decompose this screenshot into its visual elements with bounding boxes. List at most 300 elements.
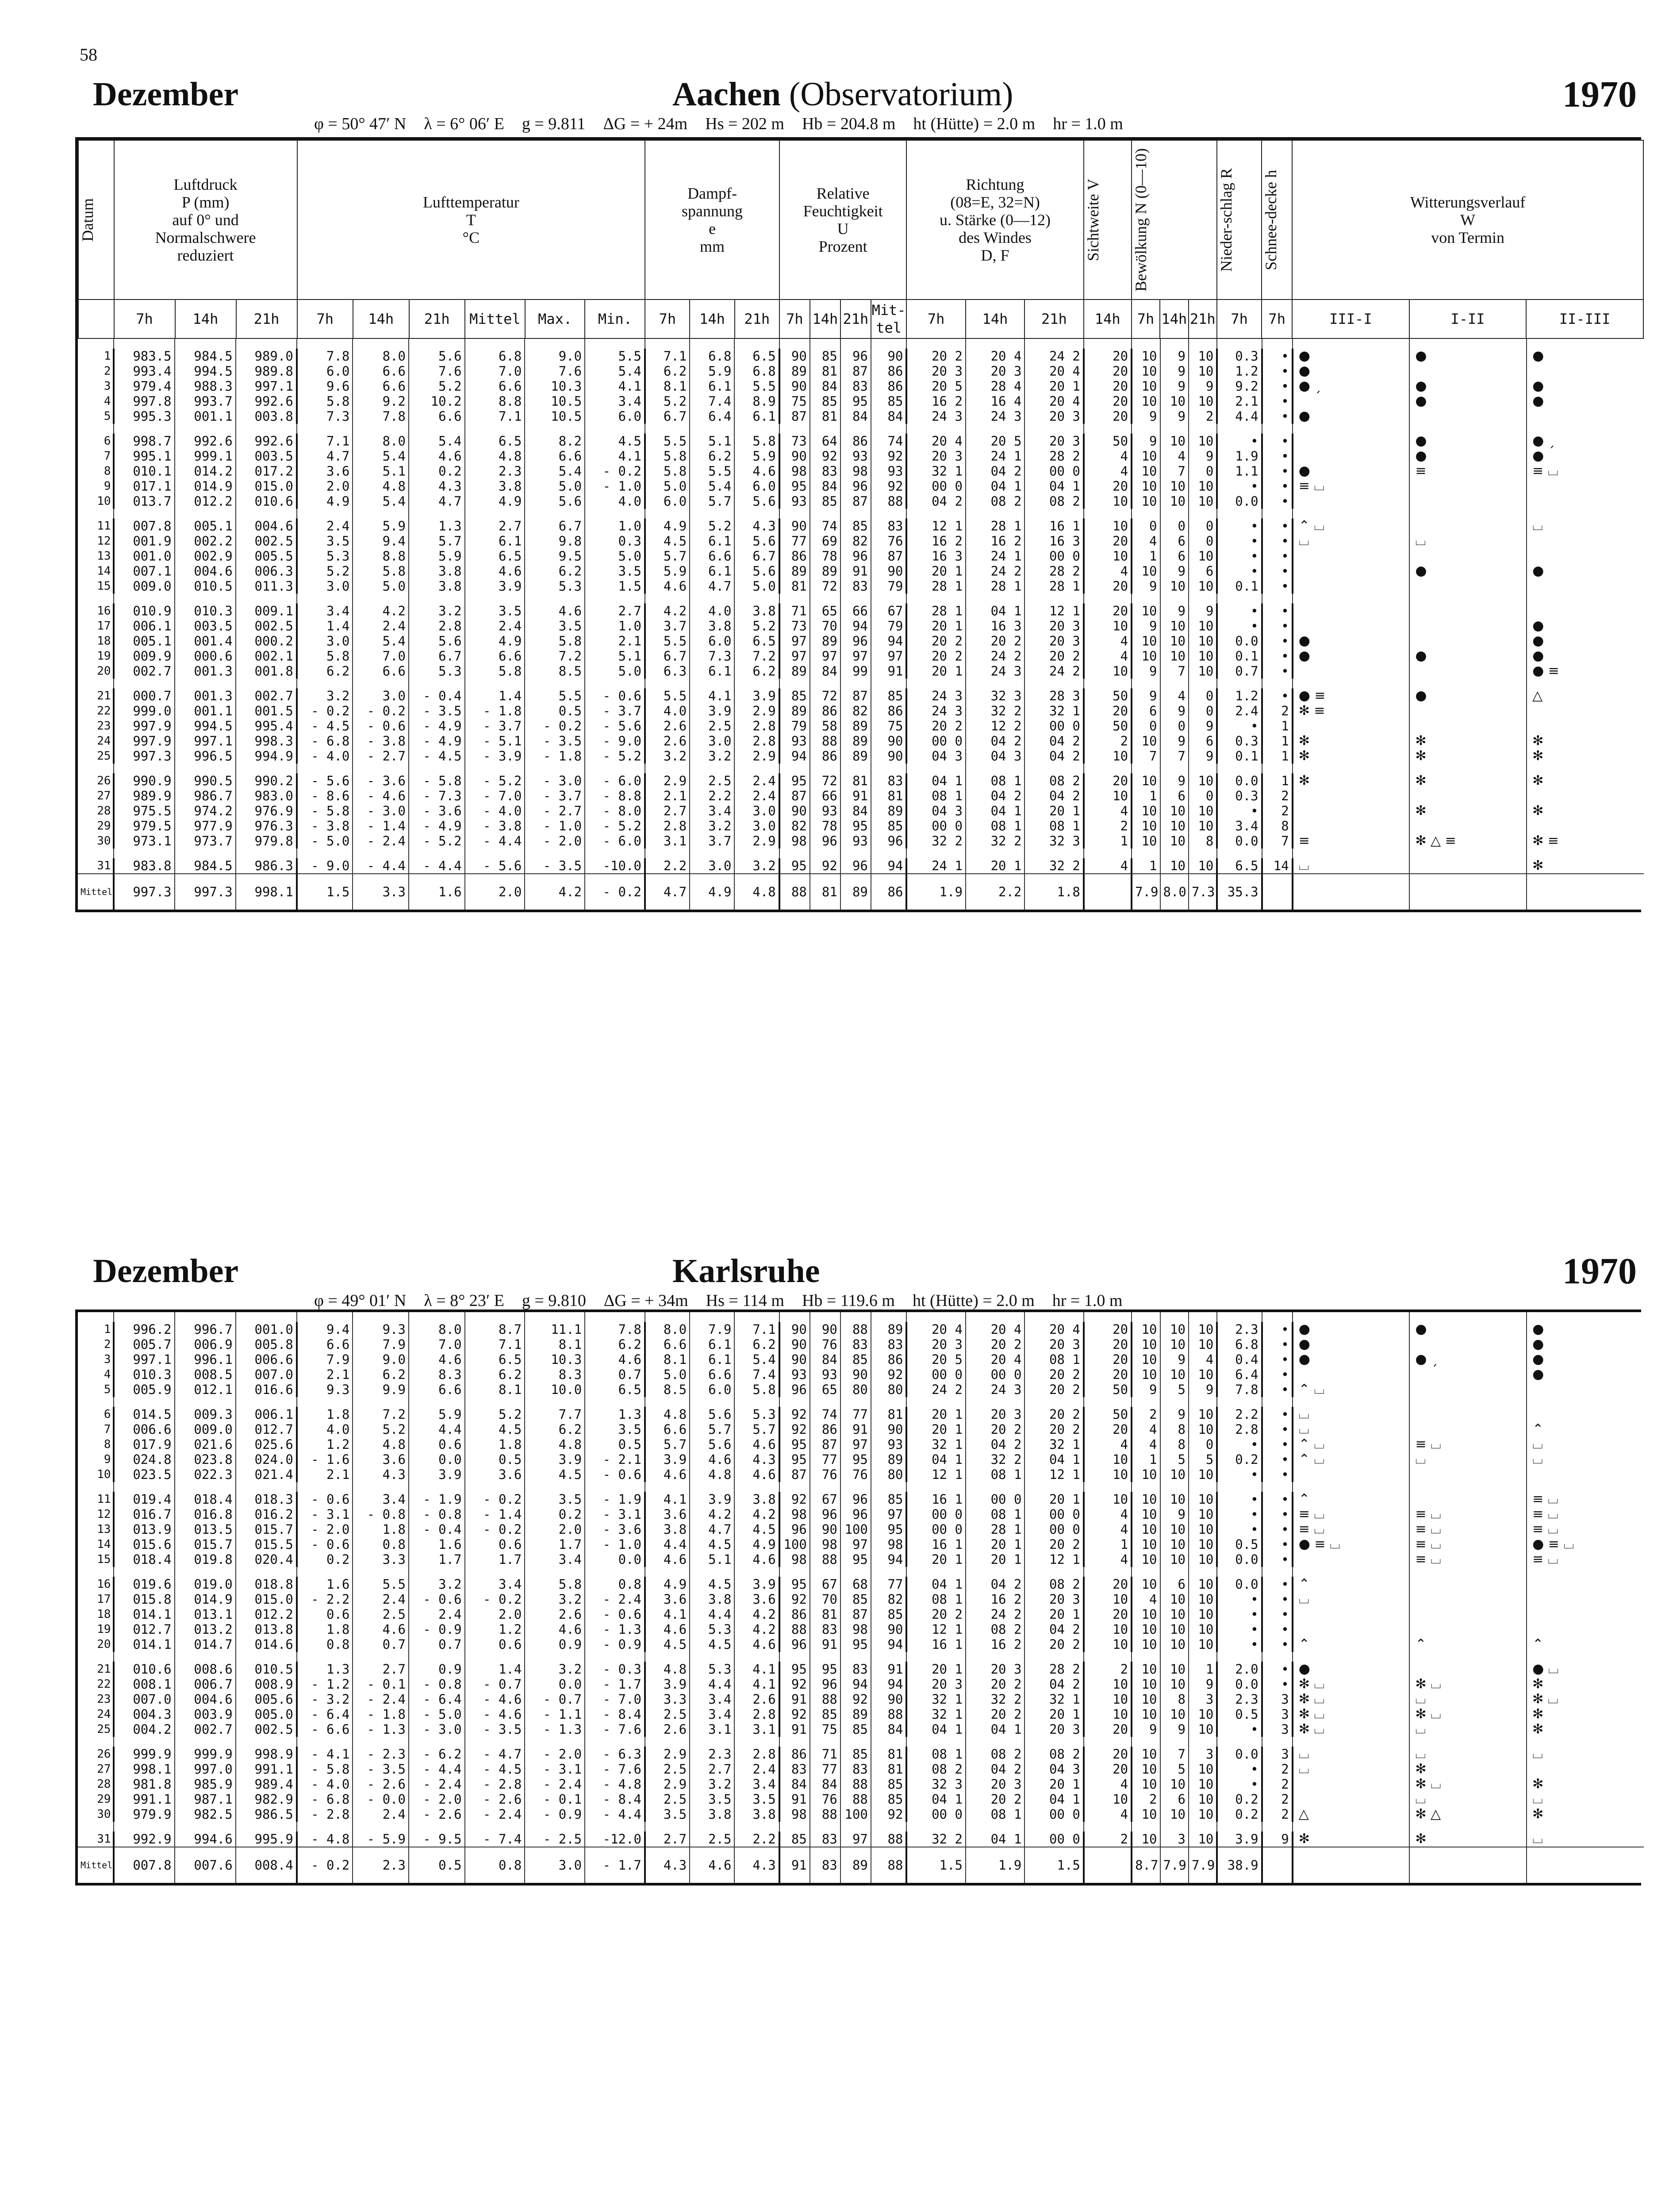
data-cell: 2.0: [297, 479, 353, 494]
spacer-cell: [114, 1822, 175, 1832]
spacer-cell: [871, 849, 907, 858]
data-cell: 3.9: [645, 1677, 690, 1692]
data-cell: - 4.5: [465, 1762, 525, 1777]
data-cell: 81: [871, 788, 907, 803]
spacer-cell: [236, 339, 297, 349]
data-cell: 0.5: [585, 1437, 645, 1452]
data-cell: 3.7: [690, 833, 734, 849]
spacer-cell: [1293, 1737, 1410, 1747]
spacer-cell: [1024, 764, 1083, 773]
header-witterungsverlauf-line: Witterungsverlauf: [1410, 193, 1526, 211]
data-cell: 001.1: [175, 703, 236, 718]
data-cell: 87: [840, 494, 871, 509]
spacer-cell: [906, 764, 965, 773]
spacer-cell: [734, 1567, 779, 1577]
spacer-cell: [1189, 679, 1217, 688]
data-cell: 89: [840, 733, 871, 749]
data-cell: 010.5: [236, 1662, 297, 1677]
spacer-cell: [906, 1737, 965, 1747]
spacer-cell: [1409, 1567, 1527, 1577]
data-cell: 83: [840, 379, 871, 394]
data-cell: 2.7: [645, 1832, 690, 1847]
data-cell: 5.8: [297, 394, 353, 409]
data-cell: 08 1: [906, 1592, 965, 1607]
data-cell: 010.5: [175, 579, 236, 594]
day-row: [78, 858, 1644, 874]
data-cell: •: [1262, 1507, 1293, 1522]
data-cell: 7.9: [1132, 874, 1160, 910]
spacer-cell: [1084, 849, 1132, 858]
weather-symbol: [1293, 788, 1410, 803]
data-cell: 0.6: [465, 1537, 525, 1552]
data-cell: 997.3: [175, 874, 236, 910]
data-cell: 8: [1160, 1422, 1189, 1437]
header-niederschlag: [1217, 140, 1262, 300]
data-cell: 2.4: [409, 1607, 465, 1622]
data-cell: - 4.6: [465, 1707, 525, 1722]
data-cell: •: [1262, 1637, 1293, 1652]
data-cell: 2.4: [297, 518, 353, 534]
data-cell: 28 2: [1024, 1662, 1083, 1677]
data-cell: 90: [779, 803, 810, 818]
data-cell: 7.1: [465, 409, 525, 424]
data-cell: 0.8: [297, 1637, 353, 1652]
data-cell: 015.8: [114, 1592, 175, 1607]
data-cell: 0.5: [465, 1452, 525, 1467]
spacer-cell: [353, 1312, 409, 1322]
data-cell: 1: [1262, 718, 1293, 733]
data-cell: 9: [1160, 1507, 1189, 1522]
data-cell: - 3.2: [297, 1692, 353, 1707]
data-cell: 996.1: [175, 1352, 236, 1367]
data-cell: 5.2: [353, 1422, 409, 1437]
spacer-cell: [1409, 424, 1527, 434]
station-subtitle: (Observatorium): [789, 76, 1013, 113]
header-dampfspannung-line: spannung: [682, 202, 743, 220]
day-number: 6: [104, 434, 111, 448]
data-cell: 5.8: [645, 464, 690, 479]
data-cell: 81: [871, 1407, 907, 1422]
data-cell: 95: [840, 1637, 871, 1652]
data-cell: 10: [1160, 818, 1189, 833]
data-cell: 87: [840, 1607, 871, 1622]
data-cell: 002.5: [236, 534, 297, 549]
header-feuchtigkeit-line: U: [837, 220, 849, 238]
spacer-cell: [1527, 1737, 1644, 1747]
data-cell: 0.0: [1217, 1577, 1262, 1592]
data-cell: 009.0: [175, 1422, 236, 1437]
spacer-cell: [810, 1482, 840, 1492]
weather-symbol: ✻: [1527, 1807, 1644, 1822]
spacer-cell: [78, 424, 114, 434]
data-cell: 3: [1189, 1692, 1217, 1707]
data-cell: 91: [779, 1847, 810, 1883]
data-cell: 2.5: [645, 1707, 690, 1722]
data-cell: 994.5: [175, 364, 236, 379]
data-cell: 2: [1262, 1792, 1293, 1807]
data-cell: 93: [779, 733, 810, 749]
weather-symbol: [1293, 494, 1410, 509]
data-cell: 7.4: [690, 394, 734, 409]
data-cell: - 6.3: [585, 1747, 645, 1762]
data-cell: 28 2: [1024, 564, 1083, 579]
data-cell: 4.3: [734, 518, 779, 534]
data-cell: 6.8: [1217, 1337, 1262, 1352]
header-lufttemperatur-line: T: [466, 211, 476, 229]
data-cell: 4: [1084, 564, 1132, 579]
data-cell: 20 2: [1024, 1637, 1083, 1652]
data-cell: 04 3: [966, 749, 1024, 764]
spacer-cell: [78, 1567, 114, 1577]
data-cell: 5.7: [645, 549, 690, 564]
data-cell: •: [1262, 664, 1293, 679]
data-cell: 4: [1132, 534, 1160, 549]
data-cell: 92: [779, 1492, 810, 1507]
weather-symbol: ✻: [1409, 733, 1527, 749]
data-cell: 6.1: [734, 409, 779, 424]
data-cell: 0.2: [525, 1507, 585, 1522]
day-row: [78, 634, 1644, 649]
weather-symbol: ✻ △: [1409, 1807, 1527, 1822]
data-cell: 98: [871, 1537, 907, 1552]
data-cell: 5.2: [645, 394, 690, 409]
data-cell: 973.7: [175, 833, 236, 849]
spacer-cell: [236, 1397, 297, 1407]
data-cell: - 1.0: [585, 1537, 645, 1552]
data-cell: 10: [1189, 1622, 1217, 1637]
spacer-cell: [906, 509, 965, 518]
weather-symbol: ✻ ⌴: [1409, 1777, 1527, 1792]
spacer-cell: [1160, 849, 1189, 858]
data-cell: 8: [1160, 1692, 1189, 1707]
data-cell: 7: [1160, 1747, 1189, 1762]
data-cell: 20: [1084, 479, 1132, 494]
data-cell: 3.0: [734, 803, 779, 818]
spacer-cell: [734, 679, 779, 688]
spacer-cell: [409, 509, 465, 518]
data-cell: -10.0: [585, 858, 645, 874]
spacer-cell: [525, 1737, 585, 1747]
data-cell: 6.7: [645, 409, 690, 424]
data-cell: 7.0: [353, 649, 409, 664]
data-cell: 2.7: [353, 1662, 409, 1677]
data-cell: 4.6: [645, 579, 690, 594]
data-cell: 004.2: [114, 1722, 175, 1737]
weather-symbol: ≡ ⌴: [1527, 1522, 1644, 1537]
data-cell: 2.4: [734, 1762, 779, 1777]
data-cell: 3.0: [297, 579, 353, 594]
data-cell: 67: [871, 603, 907, 618]
data-cell: 78: [810, 549, 840, 564]
data-cell: 20 1: [906, 1552, 965, 1567]
data-cell: 6.6: [353, 364, 409, 379]
data-cell: 4.8: [465, 449, 525, 464]
weather-symbol: ●: [1409, 564, 1527, 579]
data-cell: 997.8: [114, 394, 175, 409]
data-cell: 12 1: [906, 518, 965, 534]
weather-symbol: ≡ ⌴: [1293, 479, 1410, 494]
spacer-cell: [1217, 1397, 1262, 1407]
header-sichtweite: [1084, 140, 1132, 300]
data-cell: 4.6: [645, 1622, 690, 1637]
data-cell: 985.9: [175, 1777, 236, 1792]
data-cell: 24 3: [906, 703, 965, 718]
data-cell: 28 1: [906, 603, 965, 618]
spacer-cell: [525, 509, 585, 518]
data-cell: 5.6: [690, 1407, 734, 1422]
data-cell: 1: [1262, 773, 1293, 788]
spacer-cell: [1409, 594, 1527, 603]
data-cell: 85: [840, 1592, 871, 1607]
weather-symbol: ●: [1293, 634, 1410, 649]
data-cell: 997.1: [236, 379, 297, 394]
data-cell: 20 3: [1024, 1337, 1083, 1352]
spacer-cell: [353, 509, 409, 518]
data-cell: 6.6: [645, 1422, 690, 1437]
data-cell: 5.6: [734, 564, 779, 579]
data-cell: 96: [840, 479, 871, 494]
header-datum: [78, 140, 114, 300]
spacer-cell: [585, 1567, 645, 1577]
data-cell: 001.8: [236, 664, 297, 679]
data-cell: 011.3: [236, 579, 297, 594]
data-cell: - 3.0: [409, 1722, 465, 1737]
data-cell: 08 2: [1024, 1577, 1083, 1592]
data-cell: 2.9: [734, 749, 779, 764]
data-cell: 6.6: [353, 379, 409, 394]
spacer-cell: [645, 1652, 690, 1662]
data-cell: [1084, 874, 1132, 910]
data-cell: 007.1: [114, 564, 175, 579]
data-cell: 5.3: [409, 664, 465, 679]
data-cell: - 2.8: [465, 1777, 525, 1792]
data-cell: •: [1262, 634, 1293, 649]
data-cell: 98: [810, 1537, 840, 1552]
data-cell: 0.0: [1217, 634, 1262, 649]
data-cell: - 4.4: [353, 858, 409, 874]
data-cell: 95: [840, 818, 871, 833]
data-cell: •: [1217, 1777, 1262, 1792]
day-row: [78, 1507, 1644, 1522]
data-cell: 96: [810, 1507, 840, 1522]
weather-symbol: ● ˏ: [1293, 379, 1410, 394]
data-cell: 82: [779, 818, 810, 833]
data-cell: 20 1: [1024, 1777, 1083, 1792]
day-number: 26: [97, 1747, 111, 1761]
data-cell: 6.6: [690, 549, 734, 564]
data-cell: 20: [1084, 364, 1132, 379]
spacer-cell: [779, 1567, 810, 1577]
data-cell: 3.8: [465, 479, 525, 494]
spacer-cell: [525, 764, 585, 773]
data-cell: 3.5: [690, 1792, 734, 1807]
data-cell: 012.2: [236, 1607, 297, 1622]
data-cell: 5.2: [690, 518, 734, 534]
data-cell: 7: [1160, 664, 1189, 679]
data-cell: 79: [871, 618, 907, 634]
data-cell: 00 0: [1024, 549, 1083, 564]
day-number: 19: [97, 1623, 111, 1636]
weather-symbol: [1409, 1407, 1527, 1422]
spacer-cell: [779, 424, 810, 434]
data-cell: 6.1: [465, 534, 525, 549]
data-cell: 32 1: [906, 1692, 965, 1707]
header-luftdruck-line: reduziert: [177, 246, 234, 264]
data-cell: 5.9: [690, 364, 734, 379]
spacer-cell: [525, 1652, 585, 1662]
weather-symbol: ●: [1293, 349, 1410, 364]
data-cell: 20 3: [906, 1677, 965, 1692]
spacer-cell: [840, 764, 871, 773]
data-cell: 85: [871, 688, 907, 703]
data-cell: 3.8: [690, 1807, 734, 1822]
data-cell: 2.8: [645, 818, 690, 833]
spacer-cell: [175, 1482, 236, 1492]
data-cell: 10: [1160, 394, 1189, 409]
data-cell: 20 5: [966, 434, 1024, 449]
data-cell: 6.5: [585, 1382, 645, 1397]
data-cell: 2.5: [645, 1762, 690, 1777]
data-cell: 3.8: [734, 1492, 779, 1507]
data-cell: 986.5: [236, 1807, 297, 1822]
data-cell: 007.0: [236, 1367, 297, 1382]
data-cell: 96: [810, 833, 840, 849]
spacer-cell: [175, 1737, 236, 1747]
weather-symbol: ●: [1409, 349, 1527, 364]
data-cell: 86: [871, 1352, 907, 1367]
data-cell: 5.5: [645, 688, 690, 703]
data-cell: - 0.8: [353, 1507, 409, 1522]
data-cell: 2.1: [1217, 394, 1262, 409]
data-cell: 9: [1132, 409, 1160, 424]
data-cell: 4.8: [690, 1467, 734, 1482]
data-cell: 20 1: [906, 1662, 965, 1677]
header-subcolumn: III-I: [1292, 300, 1409, 338]
spacer-cell: [1024, 679, 1083, 688]
data-cell: 00 0: [906, 733, 965, 749]
data-cell: 92: [779, 1407, 810, 1422]
weather-symbol: [1527, 479, 1644, 494]
data-cell: 7.2: [525, 649, 585, 664]
data-cell: 10: [1132, 818, 1160, 833]
data-cell: •: [1262, 1407, 1293, 1422]
data-cell: 10: [1132, 1552, 1160, 1567]
spacer-cell: [1132, 1737, 1160, 1747]
data-cell: 6.2: [525, 564, 585, 579]
coordinate-item: g = 9.811: [522, 115, 586, 133]
data-cell: 010.6: [114, 1662, 175, 1677]
spacer-cell: [645, 849, 690, 858]
spacer-cell: [175, 1652, 236, 1662]
data-cell: 86: [779, 1747, 810, 1762]
data-cell: 20 3: [1024, 634, 1083, 649]
data-cell: 50: [1084, 718, 1132, 733]
data-cell: 0.7: [585, 1367, 645, 1382]
data-cell: 990.9: [114, 773, 175, 788]
spacer-cell: [114, 1567, 175, 1577]
data-cell: 0: [1189, 1437, 1217, 1452]
data-cell: 995.1: [114, 449, 175, 464]
data-cell: 005.1: [175, 518, 236, 534]
data-cell: - 8.4: [585, 1792, 645, 1807]
weather-symbol: ✻ ⌴: [1527, 1692, 1644, 1707]
data-cell: 20 4: [906, 1322, 965, 1337]
data-cell: 93: [840, 449, 871, 464]
data-cell: 20: [1084, 1607, 1132, 1622]
spacer-cell: [465, 849, 525, 858]
data-cell: - 0.6: [585, 1467, 645, 1482]
data-cell: 4.6: [734, 1637, 779, 1652]
data-cell: 9.3: [297, 1382, 353, 1397]
data-cell: 3.2: [645, 749, 690, 764]
coordinate-item: λ = 6° 06′ E: [424, 115, 504, 133]
data-cell: 88: [779, 874, 810, 910]
data-cell: 990.5: [175, 773, 236, 788]
spacer-cell: [1160, 424, 1189, 434]
data-cell: - 0.2: [465, 1592, 525, 1607]
data-cell: 009.0: [114, 579, 175, 594]
data-cell: 10: [1189, 1522, 1217, 1537]
data-cell: 58: [810, 718, 840, 733]
data-cell: •: [1217, 564, 1262, 579]
day-number: 23: [97, 719, 111, 733]
data-cell: - 0.4: [409, 688, 465, 703]
data-cell: 3.9: [734, 688, 779, 703]
data-cell: 84: [810, 664, 840, 679]
data-cell: 4.6: [734, 464, 779, 479]
data-cell: 2.0: [465, 1607, 525, 1622]
data-cell: 20 4: [1024, 394, 1083, 409]
weather-symbol: [1527, 1382, 1644, 1397]
data-cell: - 1.9: [409, 1492, 465, 1507]
data-cell: 08 1: [966, 1807, 1024, 1822]
header-dampfspannung-line: e: [709, 220, 716, 238]
spacer-cell: [1409, 1737, 1527, 1747]
data-cell: 00 0: [1024, 1507, 1083, 1522]
data-cell: 95: [779, 1662, 810, 1677]
spacer-cell: [236, 1737, 297, 1747]
spacer-cell: [871, 1482, 907, 1492]
data-cell: 4.6: [465, 564, 525, 579]
weather-symbol: ⌴: [1409, 1747, 1527, 1762]
data-cell: 8.0: [409, 1322, 465, 1337]
data-cell: 3.9: [734, 1577, 779, 1592]
data-cell: 83: [840, 1762, 871, 1777]
data-cell: 5.8: [734, 434, 779, 449]
weather-symbol: [1409, 479, 1527, 494]
data-cell: 3: [1262, 1707, 1293, 1722]
data-cell: 98: [779, 464, 810, 479]
data-cell: - 2.0: [409, 1792, 465, 1807]
day-number: 13: [97, 549, 111, 563]
data-cell: - 2.7: [353, 749, 409, 764]
spacer-cell: [1527, 1312, 1644, 1322]
data-cell: 5.9: [645, 564, 690, 579]
data-cell: •: [1262, 409, 1293, 424]
spacer-cell: [1160, 1567, 1189, 1577]
weather-symbol: [1527, 874, 1644, 910]
data-cell: 00 0: [906, 479, 965, 494]
data-cell: - 0.2: [585, 874, 645, 910]
data-cell: 023.8: [175, 1452, 236, 1467]
data-cell: 10: [1189, 394, 1217, 409]
spacer-cell: [840, 679, 871, 688]
data-cell: - 0.4: [409, 1522, 465, 1537]
data-cell: 8.1: [465, 1382, 525, 1397]
data-cell: 4.6: [525, 603, 585, 618]
data-cell: 3.4: [353, 1492, 409, 1507]
data-cell: 0.0: [1217, 1552, 1262, 1567]
